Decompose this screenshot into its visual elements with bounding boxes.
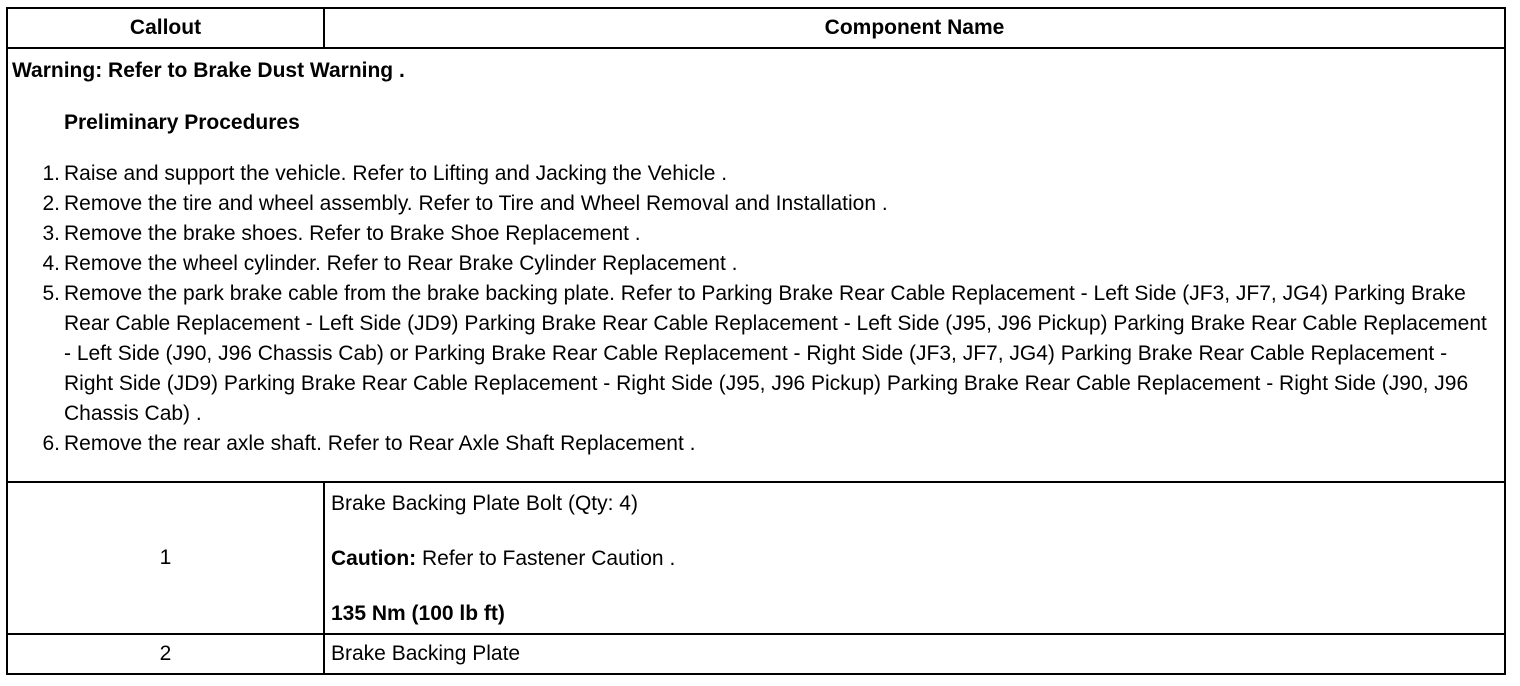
header-callout: Callout <box>7 8 324 48</box>
callout-cell: 1 <box>7 482 324 634</box>
step-text: Remove the brake shoes. Refer to Brake Shoe Replacement . <box>64 222 641 245</box>
torque-spec: 135 Nm (100 lb ft) <box>331 602 505 625</box>
list-item <box>12 429 1496 459</box>
warning-text: Warning: Refer to Brake Dust Warning . <box>12 59 405 82</box>
step-text: Raise and support the vehicle. Refer to Lifting and Jacking the Vehicle . <box>64 162 728 185</box>
step-text: Remove the wheel cylinder. Refer to Rear Brake Cylinder Replacement . <box>64 252 738 275</box>
header-component-name: Component Name <box>324 8 1505 48</box>
step-number: 2. <box>42 192 60 215</box>
callout-cell: 2 <box>7 634 324 674</box>
step-text: Remove the tire and wheel assembly. Refer to Tire and Wheel Removal and Installation . <box>64 192 888 215</box>
list-item <box>12 159 1496 189</box>
table-row <box>7 482 1505 634</box>
procedure-list <box>12 159 1496 459</box>
component-name: Brake Backing Plate <box>331 642 521 665</box>
component-cell <box>324 634 1505 674</box>
header-row <box>7 8 1505 48</box>
step-number: 4. <box>42 252 60 275</box>
caution-line <box>331 546 1498 572</box>
list-item <box>12 219 1496 249</box>
list-item <box>12 189 1496 219</box>
warning-cell <box>7 48 1505 482</box>
step-number: 3. <box>42 222 60 245</box>
step-text: Remove the rear axle shaft. Refer to Rear Axle Shaft Replacement . <box>64 432 696 455</box>
list-item <box>12 249 1496 279</box>
step-number: 6. <box>42 432 60 455</box>
component-table <box>6 7 1506 675</box>
step-number: 5. <box>42 282 60 305</box>
list-item <box>12 279 1496 429</box>
step-text: Remove the park brake cable from the brake backing plate. Refer to Parking Brake Rear Cable Replacement - Left Side (JF3, JF7, JG4) Parking Brake Rear Cable Replacement - Left Side (JD9) Parking Brake Rear Cable Replacement - Left Side (J95, J96 Pickup) Parking Brake Rear Cable Replacement - Left Side (J90, J96 Chassis Cab) or Parking Brake Rear Cable Replacement - Right Side (JF3, JF7, JG4) Parking Brake Rear Cable Replacement - Right Side (JD9) Parking Brake Rear Cable Replacement - Right Side (J95, J96 Pickup) Parking Brake Rear Cable Replacement - Right Side (J90, J96 Chassis Cab) . <box>64 282 1487 425</box>
table-row <box>7 634 1505 674</box>
component-cell <box>324 482 1505 634</box>
preliminary-title: Preliminary Procedures <box>64 111 300 134</box>
warning-row <box>7 48 1505 482</box>
caution-label: Caution: <box>331 547 417 570</box>
step-number: 1. <box>42 162 60 185</box>
caution-text: Refer to Fastener Caution . <box>416 547 676 570</box>
component-name: Brake Backing Plate Bolt (Qty: 4) <box>331 492 638 515</box>
